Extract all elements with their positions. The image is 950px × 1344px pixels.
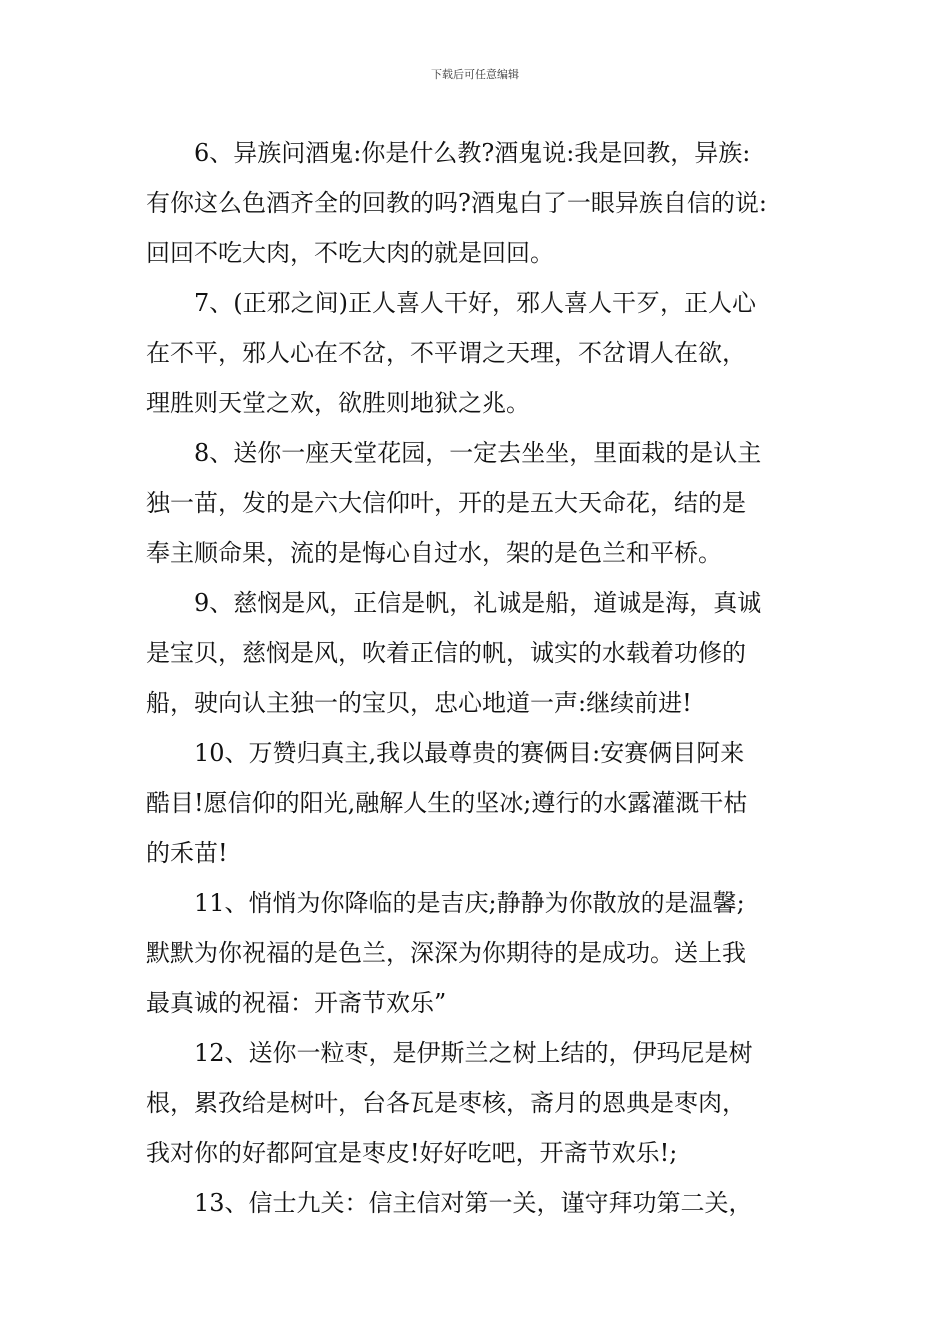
text-line: 是宝贝，慈悯是风，吹着正信的帆，诚实的水载着功修的	[146, 639, 746, 667]
text-line: 12、送你一粒枣，是伊斯兰之树上结的，伊玛尼是树	[194, 1039, 753, 1067]
text-line: 在不平，邪人心在不岔，不平谓之天理，不岔谓人在欲，	[146, 339, 746, 367]
paragraph-6	[146, 128, 812, 278]
page-header: 下载后可任意编辑	[431, 68, 519, 81]
paragraph-11	[146, 878, 812, 1028]
text-line: 有你这么色酒齐全的回教的吗?酒鬼白了一眼异族自信的说:	[146, 189, 767, 217]
paragraph-10	[146, 728, 812, 878]
text-line: 11、悄悄为你降临的是吉庆;静静为你散放的是温馨;	[194, 889, 745, 917]
text-line: 13、信士九关：信主信对第一关，谨守拜功第二关，	[194, 1189, 753, 1217]
text-line: 酷目!愿信仰的阳光,融解人生的坚冰;遵行的水露灌溉干枯	[146, 789, 748, 817]
text-line: 独一苗，发的是六大信仰叶，开的是五大天命花，结的是	[146, 489, 746, 517]
text-line: 船，驶向认主独一的宝贝，忠心地道一声:继续前进!	[146, 689, 692, 717]
paragraph-12	[146, 1028, 812, 1178]
document-body	[146, 128, 812, 1228]
text-line: 的禾苗!	[146, 839, 228, 867]
paragraph-7	[146, 278, 812, 428]
text-line: 8、送你一座天堂花园，一定去坐坐，里面栽的是认主	[194, 439, 762, 467]
text-line: 我对你的好都阿宜是枣皮!好好吃吧，开斋节欢乐!;	[146, 1139, 678, 1167]
text-line: 10、万赞归真主,我以最尊贵的赛俩目:安赛俩目阿来	[194, 739, 745, 767]
paragraph-8	[146, 428, 812, 578]
text-line: 理胜则天堂之欢，欲胜则地狱之兆。	[146, 389, 530, 417]
text-line: 回回不吃大肉，不吃大肉的就是回回。	[146, 239, 554, 267]
text-line: 6、异族问酒鬼:你是什么教?酒鬼说:我是回教，异族:	[194, 139, 751, 167]
text-line: 奉主顺命果，流的是悔心自过水，架的是色兰和平桥。	[146, 539, 722, 567]
paragraph-13	[146, 1178, 812, 1228]
text-line: 最真诚的祝福：开斋节欢乐”	[146, 989, 447, 1017]
text-line: 7、(正邪之间)正人喜人干好，邪人喜人干歹，正人心	[194, 289, 756, 317]
text-line: 9、慈悯是风，正信是帆，礼诚是船，道诚是海，真诚	[194, 589, 762, 617]
text-line: 默默为你祝福的是色兰，深深为你期待的是成功。送上我	[146, 939, 746, 967]
text-line: 根，累孜给是树叶，台各瓦是枣核，斋月的恩典是枣肉，	[146, 1089, 746, 1117]
paragraph-9	[146, 578, 812, 728]
